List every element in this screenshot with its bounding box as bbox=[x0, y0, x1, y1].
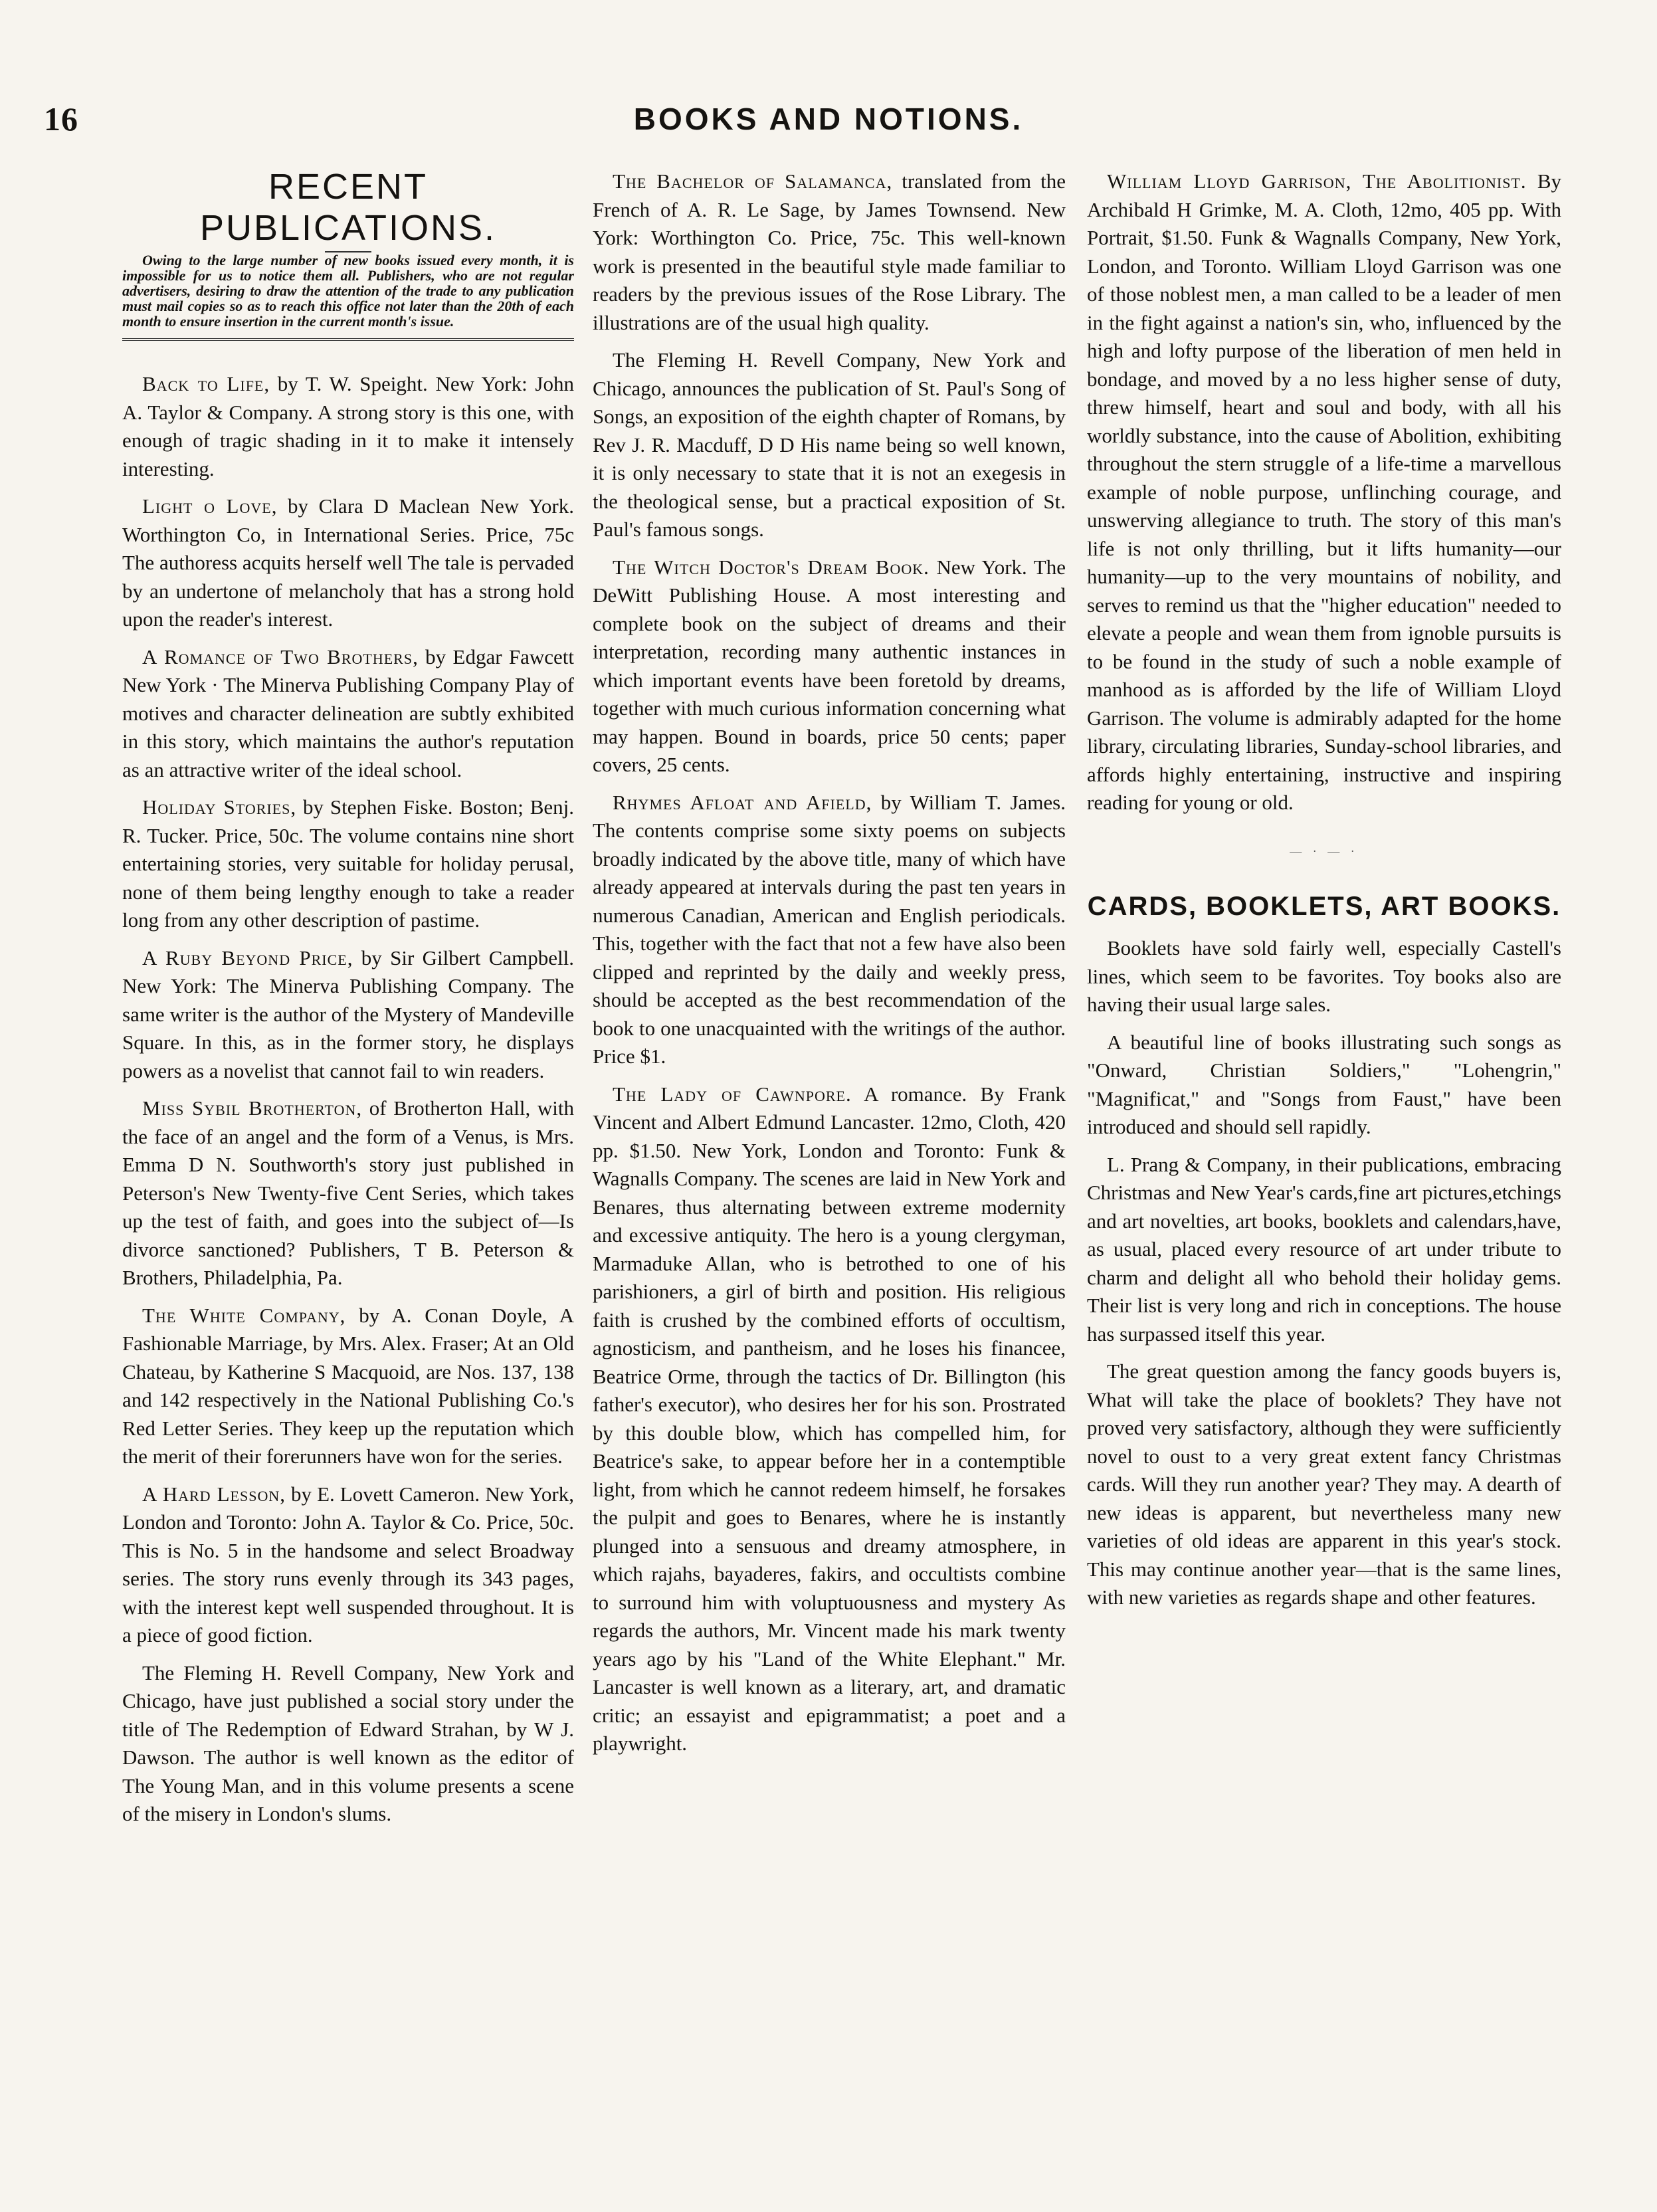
entry-text: By Archibald H Grimke, M. A. Cloth, 12mo, 405 pp. With Portrait, $1.50. Funk & Wagnalls Company, New York, London, and Toronto. William Lloyd Garrison was one of those noblest men, a man called to be a leader of men in the fight against a nation's sin, who, influenced by the high and lofty purpose of the liberation of men held in bondage, and moved by a no less higher sense of duty, threw himself, heart and soul and body, with all his worldly substance, into the cause of Abolition, exhibiting throughout the stern struggle of a life-time a marvellous example of noble purpose, unflinching courage, and unswerving allegiance to truth. The story of this man's life is not only thrilling, but it lifts humanity—our humanity—up to the very mountains of nobility, and serves to remind us that the "higher education" needed to elevate a people and wean them from ignoble pursuits is to be found in the study of such a noble example of manhood as is afforded by the life of William Lloyd Garrison. The volume is admirably adapted for the home library, circulating libraries, Sunday-school libraries, and affords highly entertaining, instructive and inspiring reading for young or old. bbox=[1087, 169, 1561, 814]
entry-title: Back to Life, bbox=[142, 372, 270, 395]
entry-text: of Brotherton Hall, with the face of an angel and the form of a Venus, is Mrs. Emma D N. Southworth's story just published in Peterson's New Twenty-five Cent Series, which takes up the test of faith, and goes into the subject of—Is divorce sanctioned? Publishers, T B. Peterson & Brothers, Philadelphia, Pa. bbox=[122, 1096, 574, 1289]
entry-text: The Fleming H. Revell Company, New York and Chicago, have just published a social story under the title of The Redemption of Edward Strahan, by W J. Dawson. The author is well known as the editor of The Young Man, and in this volume presents a scene of the misery in London's slums. bbox=[122, 1660, 574, 1825]
entry-text: by Edgar Fawcett New York · The Minerva Publishing Company Play of motives and character delineation are subtly exhibited in this story, which maintains the author's reputation as an attractive writer of the ideal school. bbox=[122, 645, 574, 781]
section-divider: — · — · bbox=[1290, 844, 1359, 858]
review-entry bbox=[122, 1480, 574, 1650]
review-entry bbox=[122, 944, 574, 1086]
review-entry bbox=[1087, 167, 1561, 817]
column-2 bbox=[593, 167, 1066, 1767]
entry-title: The Witch Doctor's Dream Book. bbox=[613, 555, 929, 579]
review-entry bbox=[122, 370, 574, 483]
review-entry bbox=[593, 167, 1066, 337]
running-head: BOOKS AND NOTIONS. bbox=[633, 102, 1024, 136]
entry-text: by E. Lovett Cameron. New York, London and Toronto: John A. Taylor & Co. Price, 50c. This is No. 5 in the handsome and select Broadway series. The story runs evenly through its 343 pages, with the interest kept well suspended throughout. It is a piece of good fiction. bbox=[122, 1482, 574, 1647]
cards-paragraph: A beautiful line of books illustrating such songs as "Onward, Christian Soldiers," "Lohengrin," "Magnificat," and "Songs from Faust," have been introduced and should sell rapidly. bbox=[1087, 1030, 1561, 1138]
entry-text: A romance. By Frank Vincent and Albert Edmund Lancaster. 12mo, Cloth, 420 pp. $1.50. New York, London and Toronto: Funk & Wagnalls Company. The scenes are laid in New York and Benares, thus alternating between extreme modernity and excessive antiquity. The hero is a young clergyman, Marmaduke Allan, who is betrothed to one of his parishioners, a girl of birth and position. His religious faith is crushed by the combined efforts of occultism, agnosticism, and pantheism, and he loses his financee, Beatrice Orme, through the tactics of Dr. Billington (his father's executor), who desires her for his son. Prostrated by this double blow, which has compelled him, for Beatrice's sake, to appear before her in a contemptible light, from which he cannot redeem himself, he forsakes the pulpit and goes to Benares, where he is instantly plunged into a sensuous and dreamy atmosphere, in which rajahs, bayaderes, fakirs, and occultists combine to surround him with voluptuousness and mystery As regards the authors, Mr. Vincent made his mark twenty years ago by his "Land of the White Elephant." Mr. Lancaster is well known as a literary, art, and dramatic critic; an essayist and epigrammatist; a poet and a playwright. bbox=[593, 1082, 1066, 1755]
entry-title: Miss Sybil Brotherton, bbox=[142, 1096, 363, 1120]
entry-title: A Ruby Beyond Price, bbox=[142, 946, 353, 969]
section-title-recent bbox=[122, 166, 574, 249]
page-number: 16 bbox=[44, 100, 78, 138]
notice-rule bbox=[122, 338, 574, 341]
review-entry bbox=[593, 1080, 1066, 1758]
entry-title: William Lloyd Garrison, The Abolitionist. bbox=[1107, 169, 1527, 193]
section-title-cards: CARDS, BOOKLETS, ART BOOKS. bbox=[1087, 892, 1561, 921]
editorial-notice: Owing to the large number of new books issued every month, it is impossible for us to notice them all. Publishers, who are not regular advertisers, desiring to draw the attention of the trade to any publication must mail copies so as to reach this office not later than the 20th of each month to ensure insertion in the current month's issue. bbox=[122, 252, 574, 330]
entry-text: New York. The DeWitt Publishing House. A most interesting and complete book on the subject of dreams and their interpretation, recording many authentic instances in which important events have been foretold by dreams, together with much curious information concerning what may happen. Bound in boards, price 50 cents; paper covers, 25 cents. bbox=[593, 555, 1066, 776]
review-entry bbox=[122, 1094, 574, 1292]
entry-title: The Bachelor of Salamanca, bbox=[613, 169, 893, 193]
entry-text: The Fleming H. Revell Company, New York and Chicago, announces the publication of St. Paul's Song of Songs, an exposition of the eighth chapter of Romans, by Rev J. R. Macduff, D D His name being so well known, it is only necessary to state that it is not an exegesis in the theological sense, but a practical exposition of St. Paul's famous songs. bbox=[593, 348, 1066, 541]
entry-text: by Clara D Maclean New York. Worthington Co, in International Series. Price, 75c The authoress acquits herself well The tale is pervaded by an undertone of melancholy that has a strong hold upon the reader's interest. bbox=[122, 494, 574, 631]
entry-title: A Hard Lesson, bbox=[142, 1482, 286, 1506]
review-entry bbox=[593, 553, 1066, 779]
review-entry bbox=[122, 1302, 574, 1471]
review-entry bbox=[122, 1659, 574, 1829]
entry-text: by A. Conan Doyle, A Fashionable Marriage, by Mrs. Alex. Fraser; At an Old Chateau, by Katherine S Macquoid, are Nos. 137, 138 and 142 respectively in the National Publishing Co.'s Red Letter Series. They keep up the reputation which the merit of their forerunners have won for the series. bbox=[122, 1303, 574, 1468]
entry-title: Holiday Stories, bbox=[142, 795, 297, 819]
entry-text: by T. W. Speight. New York: John A. Taylor & Company. A strong story is this one, with enough of tragic shading in it to make it intensely interesting. bbox=[122, 372, 574, 480]
cards-paragraph: The great question among the fancy goods buyers is, What will take the place of booklets? They have not proved very satisfactory, although they were sufficiently novel to oust to a very great extent fancy Christmas cards. Will they run another year? They may. A dearth of new ideas is apparent, but nevertheless many new varieties of old ideas are apparent in this year's stock. This may continue another year—that is the same lines, with new varieties as regards shape and other features. bbox=[1087, 1359, 1561, 1609]
recent-title-line2: PUBLICATIONS. bbox=[199, 208, 497, 248]
entry-text: by William T. James. The contents comprise some sixty poems on subjects broadly indicated by the above title, many of which have already appeared at intervals during the past ten years in numerous Canadian, American and English periodicals. This, together with the fact that not a few have also been clipped and reprinted by the daily and weekly press, should be accepted as the best recommendation of the book to one unacquainted with the writings of the author. Price $1. bbox=[593, 790, 1066, 1068]
column-1 bbox=[122, 166, 574, 1838]
review-entry bbox=[122, 793, 574, 935]
recent-title-line1: RECENT bbox=[268, 167, 428, 207]
entry-text: by Stephen Fiske. Boston; Benj. R. Tucker. Price, 50c. The volume contains nine short entertaining stories, very suitable for holiday perusal, none of them being lengthy enough to take a reader long from any other description of pastime. bbox=[122, 795, 574, 932]
column-3 bbox=[1087, 167, 1561, 1621]
cards-paragraph: L. Prang & Company, in their publications, embracing Christmas and New Year's cards,fine art pictures,etchings and art novelties, art books, booklets and calendars,have, as usual, placed every resource of art under tribute to charm and delight all who behold their holiday gems. Their list is very long and rich in conceptions. The house has surpassed itself this year. bbox=[1087, 1152, 1561, 1346]
review-entry bbox=[122, 643, 574, 785]
entry-text: by Sir Gilbert Campbell. New York: The Minerva Publishing Company. The same writer is the author of the Mystery of Mandeville Square. In this, as in the former story, he displays powers as a novelist that cannot fail to win readers. bbox=[122, 946, 574, 1082]
entry-title: The Lady of Cawnpore. bbox=[613, 1082, 852, 1106]
entry-title: A Romance of Two Brothers, bbox=[142, 645, 419, 668]
entry-text: translated from the French of A. R. Le Sage, by James Townsend. New York: Worthington Co. Price, 75c. This well-known work is presented in the beautiful style made familiar to readers by the previous issues of the Rose Library. The illustrations are of the usual high quality. bbox=[593, 169, 1066, 334]
entry-title: The White Company, bbox=[142, 1303, 346, 1327]
entry-title: Light o Love, bbox=[142, 494, 278, 518]
review-entry bbox=[122, 492, 574, 634]
review-entry bbox=[593, 346, 1066, 544]
entry-title: Rhymes Afloat and Afield, bbox=[613, 790, 872, 814]
cards-paragraph: Booklets have sold fairly well, especially Castell's lines, which seem to be favorites. Toy books also are having their usual large sales. bbox=[1087, 936, 1561, 1016]
review-entry bbox=[593, 789, 1066, 1071]
